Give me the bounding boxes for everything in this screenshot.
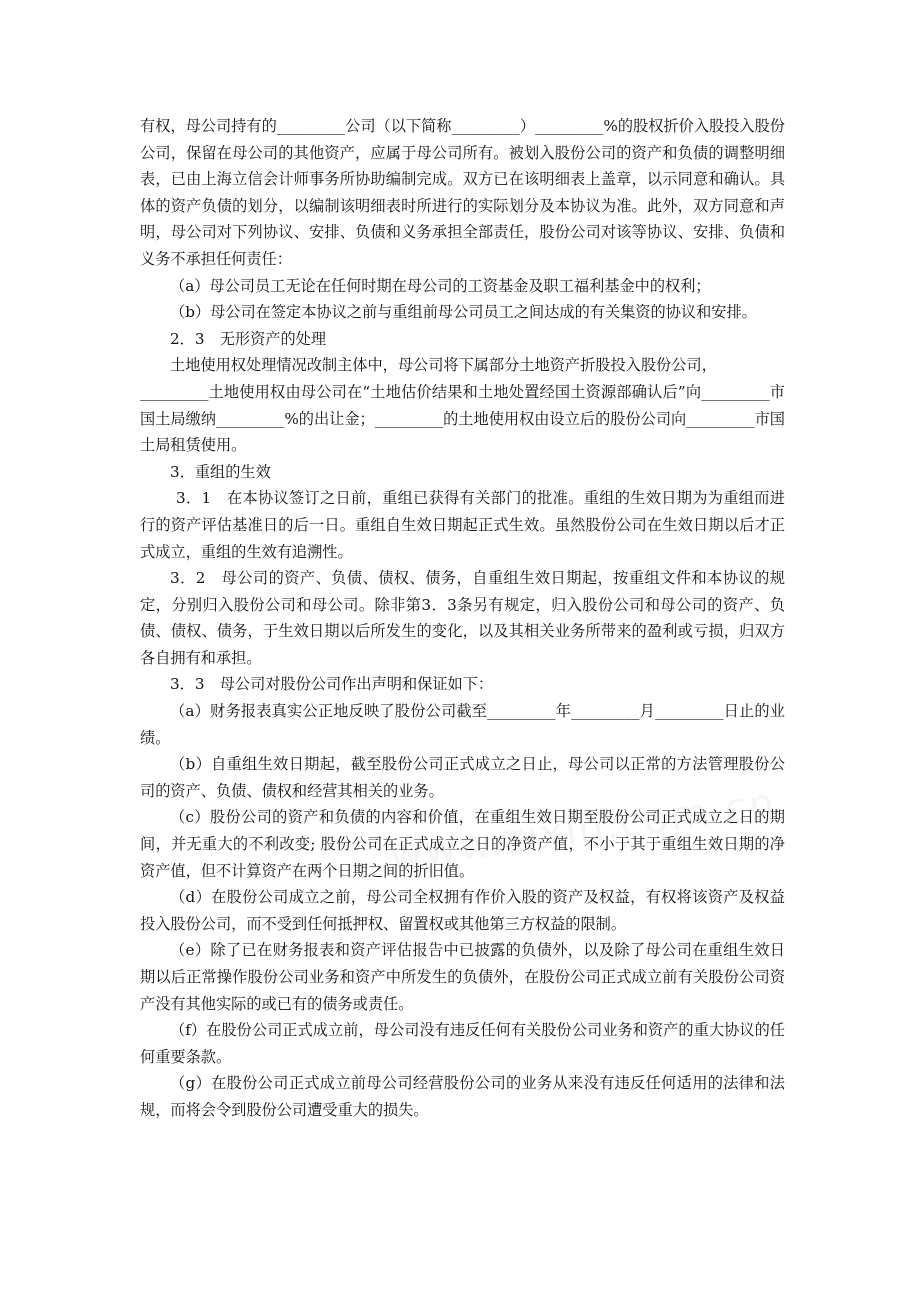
paragraph-3-3-b: （b）自重组生效日期起，截至股份公司正式成立之日止，母公司以正常的方法管理股份公司的资产、负债、债权和经营其相关的业务。 <box>140 755 785 800</box>
document-body <box>140 113 785 1124</box>
paragraph-land-use-detail: _________土地使用权由母公司在“土地估价结果和土地处置经国土资源部确认后”向_________市国土局缴纳_________%的出让金；_________的土地使用权由设立后的股份公司向_________市国土局租赁使用。 <box>140 382 785 455</box>
paragraph-3-3-e: （e）除了已在财务报表和资产评估报告中已披露的负债外，以及除了母公司在重组生效日期以后正常操作股份公司业务和资产中所发生的负债外，在股份公司正式成立前有关股份公司资产没有其他实际的或已有的债务或责任。 <box>140 941 785 1013</box>
paragraph-3-3-a: （a）财务报表真实公正地反映了股份公司截至_________年_________月_________日止的业绩。 <box>140 702 785 747</box>
section-heading-3: 3．重组的生效 <box>170 462 271 481</box>
paragraph-3-1: 3．1 在本协议签订之日前，重组已获得有关部门的批准。重组的生效日期为为重组而进行的资产评估基准日的后一日。重组自生效日期起正式生效。虽然股份公司在生效日期以后才正式成立，重组的生效有追溯性。 <box>140 489 785 561</box>
paragraph-3-3-g: （g）在股份公司正式成立前母公司经营股份公司的业务从来没有违反任何适用的法律和法规，而将会令到股份公司遭受重大的损失。 <box>140 1074 785 1119</box>
section-heading-2-3: 2．3 无形资产的处理 <box>170 329 327 348</box>
paragraph-3-3-f: （f）在股份公司正式成立前，母公司没有违反任何有关股份公司业务和资产的重大协议的任何重要条款。 <box>140 1021 785 1066</box>
paragraph-3-3: 3．3 母公司对股份公司作出声明和保证如下： <box>170 675 494 694</box>
paragraph-3-3-c: （c）股份公司的资产和负债的内容和价值，在重组生效日期至股份公司正式成立之日的期间，并无重大的不利改变; 股份公司在正式成立之日的净资产值，不小于其于重组生效日期的净资产值，但不计算资产在两个日期之间的折旧值。 <box>140 808 785 880</box>
paragraph-item-a-employee-rights: （a）母公司员工无论在任何时期在母公司的工资基金及职工福利基金中的权利； <box>170 276 711 295</box>
paragraph-land-use-intro: 土地使用权处理情况改制主体中，母公司将下属部分土地资产折股投入股份公司， <box>170 356 717 375</box>
paragraph-item-b-fundraising: （b）母公司在签定本协议之前与重组前母公司员工之间达成的有关集资的协议和安排。 <box>170 303 757 322</box>
paragraph-3-3-d: （d）在股份公司成立之前，母公司全权拥有作价入股的资产及权益，有权将该资产及权益投入股份公司，而不受到任何抵押权、留置权或其他第三方权益的限制。 <box>140 888 785 933</box>
paragraph-3-2: 3．2 母公司的资产、负债、债权、债务，自重组生效日期起，按重组文件和本协议的规定，分别归入股份公司和母公司。除非第3．3条另有规定，归入股份公司和母公司的资产、负债、债权、债务，于生效日期以后所发生的变化，以及其相关业务所带来的盈利或亏损，归双方各自拥有和承担。 <box>140 569 785 667</box>
paragraph-asset-division: 有权，母公司持有的_________公司（以下简称_________）_________%的股权折价入股投入股份公司，保留在母公司的其他资产，应属于母公司所有。被划入股份公司的资产和负债的调整明细表，已由上海立信会计师事务所协助编制完成。双方已在该明细表上盖章，以示同意和确认。具体的资产负债的划分，以编制该明细表时所进行的实际划分及本协议为准。此外，双方同意和声明，母公司对下列协议、安排、负债和义务承担全部责任，股份公司对该等协议、安排、负债和义务不承担任何责任： <box>140 117 785 268</box>
